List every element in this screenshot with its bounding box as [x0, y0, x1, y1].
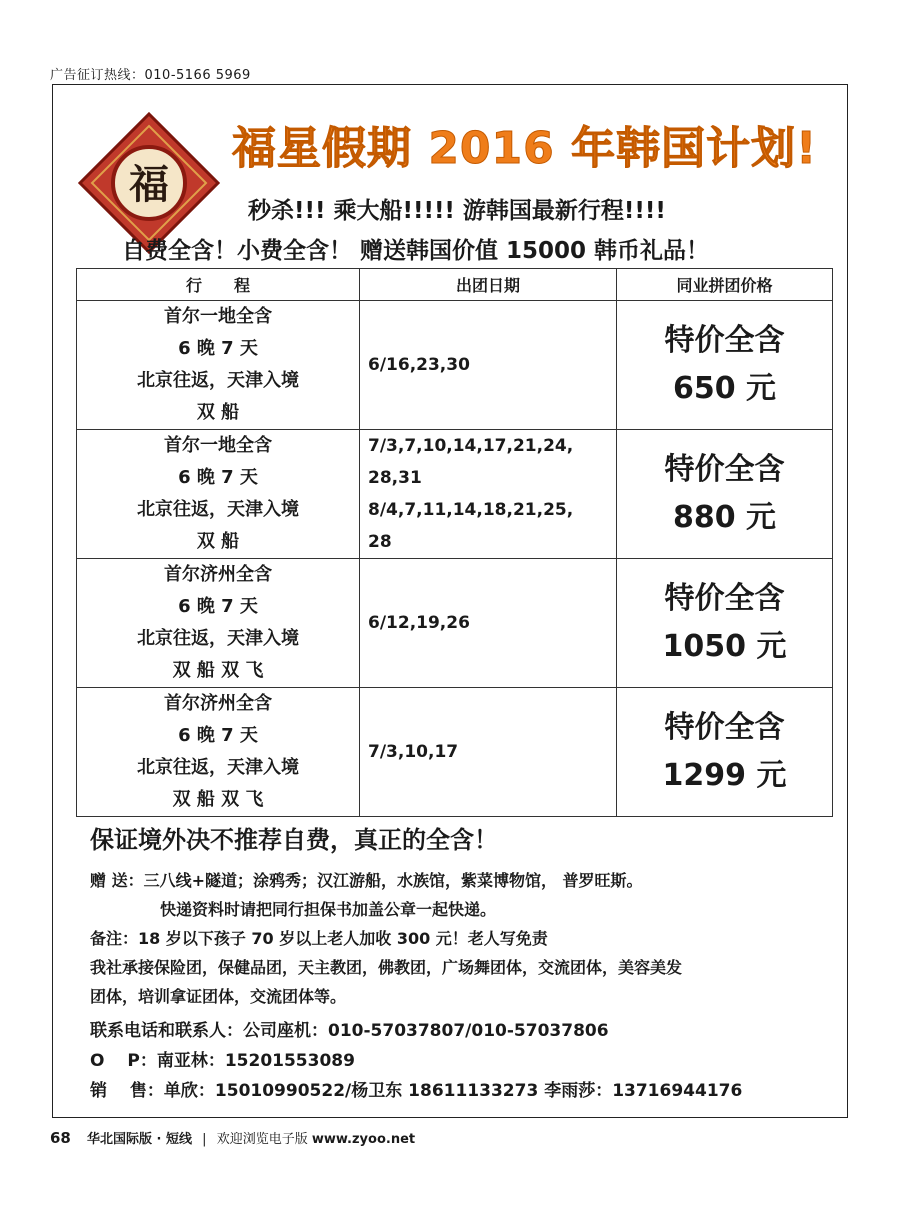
- header-route: 行 程: [77, 269, 360, 301]
- price-value: 1050 元: [662, 629, 787, 664]
- route-line: 双 船: [196, 402, 240, 423]
- route-line: 6 晚 7 天: [178, 725, 258, 746]
- table-row: [77, 301, 833, 430]
- price-cell: [617, 301, 833, 430]
- dates-cell: [360, 301, 617, 430]
- price-cell: [617, 430, 833, 559]
- gift-note: 赠 送：三八线+隧道；涂鸦秀；汉江游船，水族馆，紫菜博物馆， 普罗旺斯。: [90, 871, 643, 890]
- route-line: 双 船 双 飞: [172, 660, 264, 681]
- date-line: 28: [368, 532, 392, 552]
- header-dates: 出团日期: [360, 269, 617, 301]
- itinerary-table: [76, 268, 833, 817]
- date-line: 28,31: [368, 468, 422, 488]
- groups-note-continued: 团体，培训拿证团体，交流团体等。: [90, 987, 347, 1006]
- route-line: 北京往返，天津入境: [137, 757, 299, 778]
- price-label: 特价全含: [664, 452, 785, 487]
- route-line: 首尔一地全含: [164, 306, 272, 327]
- table-row: [77, 559, 833, 688]
- route-line: 双 船 双 飞: [172, 789, 264, 810]
- notes-section: [90, 866, 682, 1011]
- route-line: 北京往返，天津入境: [137, 499, 299, 520]
- tagline-primary: 秒杀!!! 乘大船!!!!! 游韩国最新行程!!!!: [248, 198, 666, 224]
- date-line: 8/4,7,11,14,18,21,25,: [368, 500, 574, 520]
- footer-separator: |: [202, 1132, 207, 1147]
- price-value: 1299 元: [662, 758, 787, 793]
- contact-sales: 销 售：单欣：15010990522/杨卫东 18611133273 李雨莎：13716944176: [90, 1081, 743, 1101]
- route-cell: [77, 430, 360, 559]
- price-label: 特价全含: [664, 710, 785, 745]
- route-line: 首尔济州全含: [164, 693, 272, 714]
- route-cell: [77, 301, 360, 430]
- browse-text: 欢迎浏览电子版: [216, 1132, 308, 1147]
- route-line: 双 船: [196, 531, 240, 552]
- ad-hotline: 广告征订热线：010-5166 5969: [50, 68, 251, 83]
- price-value: 880 元: [672, 500, 777, 535]
- route-line: 6 晚 7 天: [178, 596, 258, 617]
- route-line: 首尔济州全含: [164, 564, 272, 585]
- price-label: 特价全含: [664, 581, 785, 616]
- date-line: 6/16,23,30: [368, 355, 470, 375]
- publication-name: 华北国际版 · 短线: [87, 1132, 193, 1147]
- route-line: 6 晚 7 天: [178, 338, 258, 359]
- price-cell: [617, 688, 833, 817]
- price-label: 特价全含: [664, 323, 785, 358]
- dates-cell: [360, 559, 617, 688]
- table-row: [77, 430, 833, 559]
- guarantee-statement: 保证境外决不推荐自费，真正的全含！: [90, 826, 498, 854]
- headline: 福星假期 2016 年韩国计划!: [232, 123, 818, 174]
- dates-cell: [360, 688, 617, 817]
- contacts-section: [90, 1016, 742, 1106]
- route-line: 首尔一地全含: [164, 435, 272, 456]
- page-footer: [50, 1128, 415, 1147]
- date-line: 6/12,19,26: [368, 613, 470, 633]
- route-cell: [77, 559, 360, 688]
- price-value: 650 元: [672, 371, 777, 406]
- page-number: 68: [50, 1129, 71, 1147]
- tagline-secondary: 自费全含！小费全含！ 赠送韩国价值 15000 韩币礼品！: [122, 238, 710, 264]
- route-cell: [77, 688, 360, 817]
- route-line: 6 晚 7 天: [178, 467, 258, 488]
- price-cell: [617, 559, 833, 688]
- dates-cell: [360, 430, 617, 559]
- route-line: 北京往返，天津入境: [137, 628, 299, 649]
- date-line: 7/3,10,17: [368, 742, 459, 762]
- remark-note: 备注：18 岁以下孩子 70 岁以上老人加收 300 元！老人写免责: [90, 929, 548, 948]
- date-line: 7/3,7,10,14,17,21,24,: [368, 436, 574, 456]
- table-row: [77, 688, 833, 817]
- table-header-row: [77, 269, 833, 301]
- contact-op: O P：南亚林：15201553089: [90, 1051, 355, 1071]
- route-line: 北京往返，天津入境: [137, 370, 299, 391]
- express-note: 快递资料时请把同行担保书加盖公章一起快递。: [160, 900, 497, 919]
- website-link[interactable]: www.zyoo.net: [311, 1132, 416, 1147]
- contact-phone: 联系电话和联系人：公司座机：010-57037807/010-57037806: [90, 1021, 609, 1041]
- logo-glyph: 福: [129, 161, 169, 208]
- groups-note: 我社承接保险团，保健品团，天主教团，佛教团，广场舞团体，交流团体，美容美发: [90, 958, 683, 977]
- header-price: 同业拼团价格: [617, 269, 833, 301]
